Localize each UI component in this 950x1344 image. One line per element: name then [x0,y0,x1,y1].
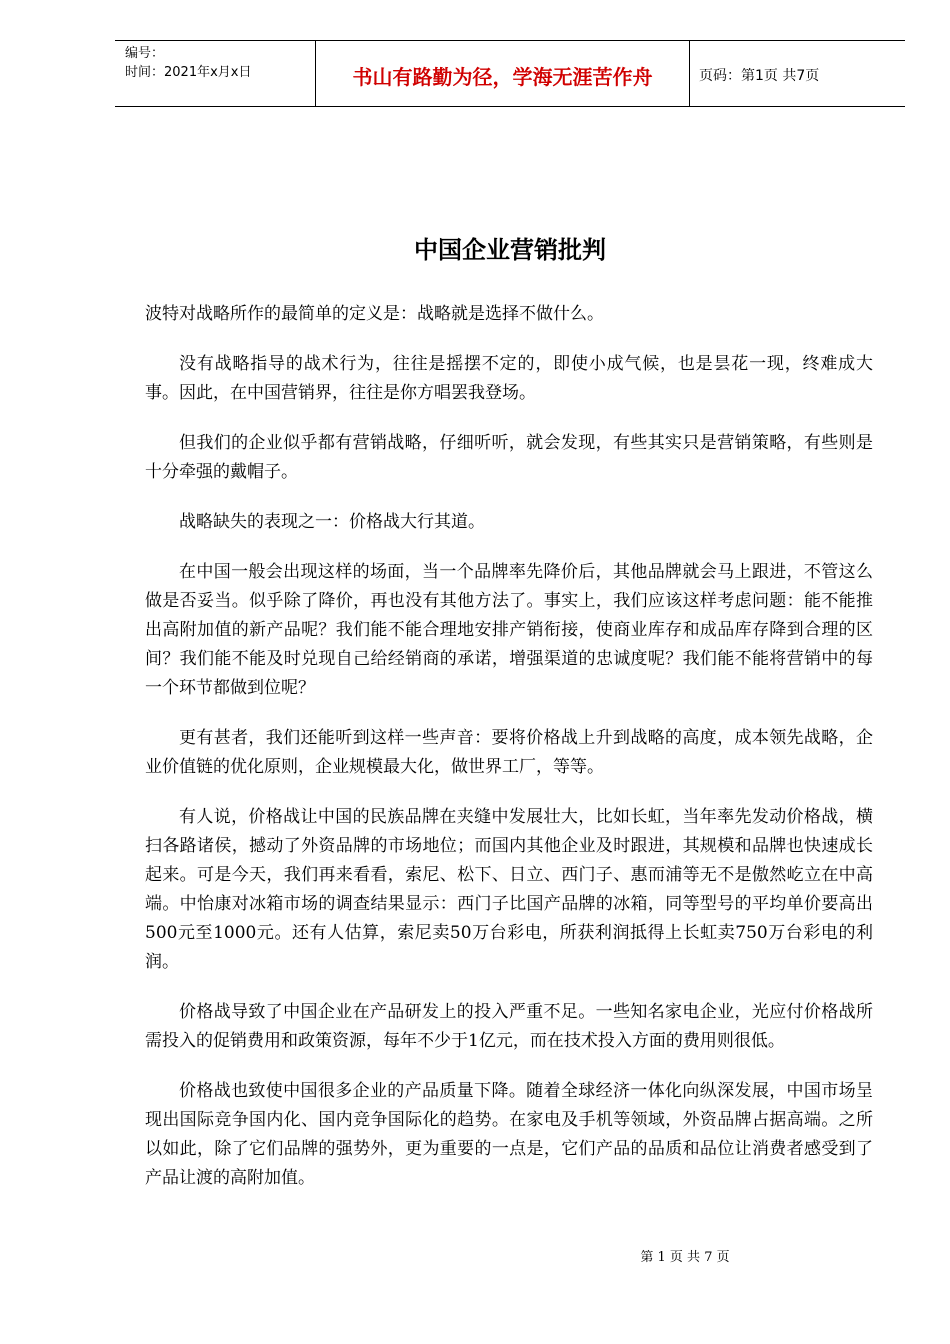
paragraph: 更有甚者，我们还能听到这样一些声音：要将价格战上升到战略的高度，成本领先战略，企业价值链的优化原则，企业规模最大化，做世界工厂，等等。 [145,728,873,777]
paragraph: 波特对战略所作的最简单的定义是：战略就是选择不做什么。 [145,304,604,324]
paragraph: 在中国一般会出现这样的场面，当一个品牌率先降价后，其他品牌就会马上跟进，不管这么做是否妥当。似乎除了降价，再也没有其他方法了。事实上，我们应该这样考虑问题：能不能推出高附加值的新产品呢？我们能不能合理地安排产销衔接，使商业库存和成品库存降到合理的区间？我们能不能及时兑现自己给经销商的承诺，增强渠道的忠诚度呢？我们能不能将营销中的每一个环节都做到位呢？ [145,562,873,698]
serial-number-label: 编号： [125,46,165,61]
header-page-info: 页码：第1页 共7页 [699,67,820,84]
paragraph: 战略缺失的表现之一：价格战大行其道。 [179,512,485,532]
header-motto: 书山有路勤为径，学海无涯苦作舟 [316,41,690,106]
time-label: 时间：2021年x月x日 [125,65,252,80]
page-footer: 第 1 页 共 7 页 [640,1250,730,1265]
paragraph: 价格战也致使中国很多企业的产品质量下降。随着全球经济一体化向纵深发展，中国市场呈现出国际竞争国内化、国内竞争国际化的趋势。在家电及手机等领域，外资品牌占据高端。之所以如此，除了它们品牌的强势外，更为重要的一点是，它们产品的品质和品位让消费者感受到了产品让渡的高附加值。 [145,1081,873,1188]
document-body [145,300,873,1214]
paragraph: 价格战导致了中国企业在产品研发上的投入严重不足。一些知名家电企业，光应付价格战所需投入的促销费用和政策资源，每年不少于1亿元，而在技术投入方面的费用则很低。 [145,1002,873,1051]
document-title: 中国企业营销批判 [414,236,606,264]
paragraph: 有人说，价格战让中国的民族品牌在夹缝中发展壮大，比如长虹，当年率先发动价格战，横扫各路诸侯，撼动了外资品牌的市场地位；而国内其他企业及时跟进，其规模和品牌也快速成长起来。可是今天，我们再来看看，索尼、松下、日立、西门子、惠而浦等无不是傲然屹立在中高端。中怡康对冰箱市场的调查结果显示：西门子比国产品牌的冰箱，同等型号的平均单价要高出500元至1000元。还有人估算，索尼卖50万台彩电，所获利润抵得上长虹卖750万台彩电的利润。 [145,807,873,972]
page-header [115,40,905,107]
paragraph: 没有战略指导的战术行为，往往是摇摆不定的，即使小成气候，也是昙花一现，终难成大事。因此，在中国营销界，往往是你方唱罢我登场。 [145,354,873,403]
header-meta [115,41,316,106]
paragraph: 但我们的企业似乎都有营销战略，仔细听听，就会发现，有些其实只是营销策略，有些则是十分牵强的戴帽子。 [145,433,873,482]
